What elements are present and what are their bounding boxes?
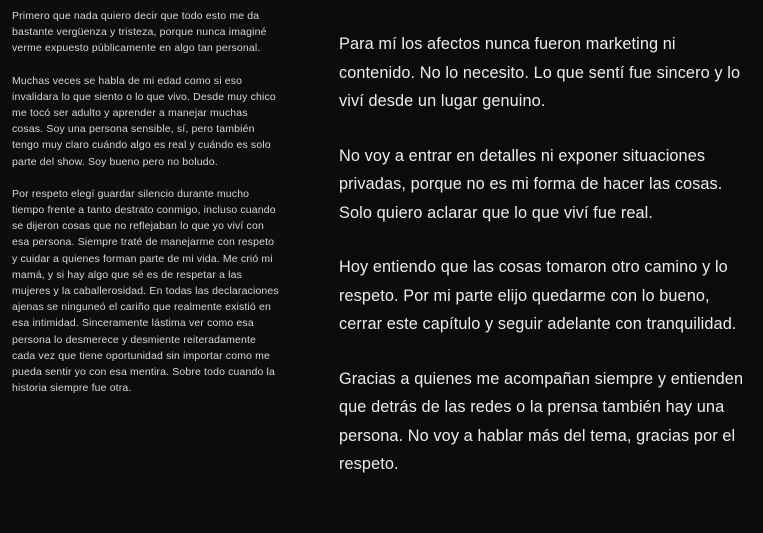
left-paragraph-2: Muchas veces se habla de mi edad como si eso invalidara lo que siento o lo que vivo. Desde muy chico me tocó ser adulto y aprender a manejar muchas cosas. Soy una persona sensible, sí, pero también tengo muy claro cuándo algo es real y cuándo es solo parte del show. Soy bueno pero no boludo. [12, 74, 276, 168]
right-paragraph-1: Para mí los afectos nunca fueron marketing ni contenido. No lo necesito. Lo que sentí fue sincero y lo viví desde un lugar genuino. [339, 35, 741, 110]
right-text-column [319, 0, 763, 533]
right-paragraph-3: Hoy entiendo que las cosas tomaron otro camino y lo respeto. Por mi parte elijo quedarme con lo bueno, cerrar este capítulo y seguir adelante con tranquilidad. [339, 258, 737, 333]
left-paragraph-3: Por respeto elegí guardar silencio durante mucho tiempo frente a tanto destrato conmigo, incluso cuando se dijeron cosas que no reflejaban lo que yo viví con esa persona. Siempre traté de manejarme con respeto y cuidar a quienes forman parte de mi vida. Me crió mi mamá, y si hay algo que sé es de respetar a las mujeres y la caballerosidad. En todas las declaraciones ajenas se ninguneó el cariño que realmente existió en esa intimidad. Sinceramente lástima ver como esa persona lo desmerece y desmiente reiteradamente cada vez que tiene oportunidad sin importar como me pueda sentir yo con esa mentira. Sobre todo cuando la historia siempre fue otra. [12, 187, 279, 395]
left-text-column [0, 0, 297, 533]
right-paragraph-4: Gracias a quienes me acompañan siempre y entienden que detrás de las redes o la prensa también hay una persona. No voy a hablar más del tema, gracias por el respeto. [339, 369, 744, 473]
left-paragraph-1: Primero que nada quiero decir que todo esto me da bastante vergüenza y tristeza, porque nunca imaginé verme expuesto públicamente en algo tan personal. [12, 10, 267, 55]
column-divider [297, 0, 319, 533]
right-paragraph-2: No voy a entrar en detalles ni exponer situaciones privadas, porque no es mi forma de hacer las cosas. Solo quiero aclarar que lo que viví fue real. [339, 146, 723, 222]
